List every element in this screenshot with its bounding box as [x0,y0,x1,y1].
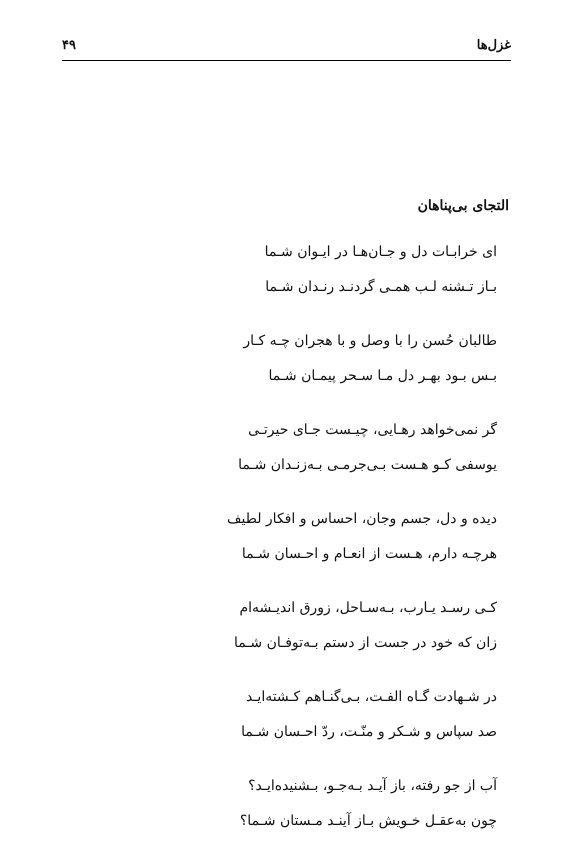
verse-line: طالبان حُسن را با وصل و با هجران چـه کـار [243,333,497,349]
verse-line: بـاز تـشنه لـب همـی گردنـد رنـدان شـما [265,279,497,295]
verse-line: گر نمی‌خواهد رهـايی، چيـست جـای حيرتـی [248,422,497,438]
running-title: غزل‌ها [476,38,511,53]
verse-line: در شـهادت گـاه الفـت، بـی‌گنـاهم کـشته‌ايـد [245,689,497,705]
verse-line: صد سپاس و شـکر و منّـت، ردّ احـسان شـما [241,724,497,740]
stanza-3 [62,413,509,483]
verse-line: آب از جو رفته، باز آيـد بـه‌جـو، بـشنيده‌ايـد؟ [248,778,497,794]
verse-line: بـس بـود بهـر دل مـا سـحر پيمـان شـما [268,368,497,384]
stanza-7 [62,769,509,839]
poem [62,196,509,858]
page-header [62,36,511,61]
stanza-1 [62,235,509,305]
verse-line: چون به‌عقـل خـويش بـاز آينـد مـستان شـما؟ [239,813,497,829]
verse-line: هرچـه دارم، هـست از انعـام و احـسان شـما [241,546,497,562]
verse-line: يوسفی کـو هـست بـی‌جرمـی بـه‌زنـدان شـما [238,457,497,473]
stanza-4 [62,502,509,572]
poem-title: التجای بی‌پناهان [417,198,509,214]
page-number: ۴۹ [62,38,76,53]
verse-line: ديده و دل، جسم وجان، احساس و افکار لطيف [227,511,497,527]
stanza-5 [62,591,509,661]
stanza-2 [62,324,509,394]
verse-line: ای خرابـات دل و جـان‌هـا در ایـوان شـما [264,244,497,260]
stanza-6 [62,680,509,750]
verse-line: زان که خود در جست از دستم بـه‌توفـان شـما [233,635,497,651]
verse-line: کـی رسـد يـارب، بـه‌سـاحل، زورق انديـشه‌ام [239,600,497,616]
